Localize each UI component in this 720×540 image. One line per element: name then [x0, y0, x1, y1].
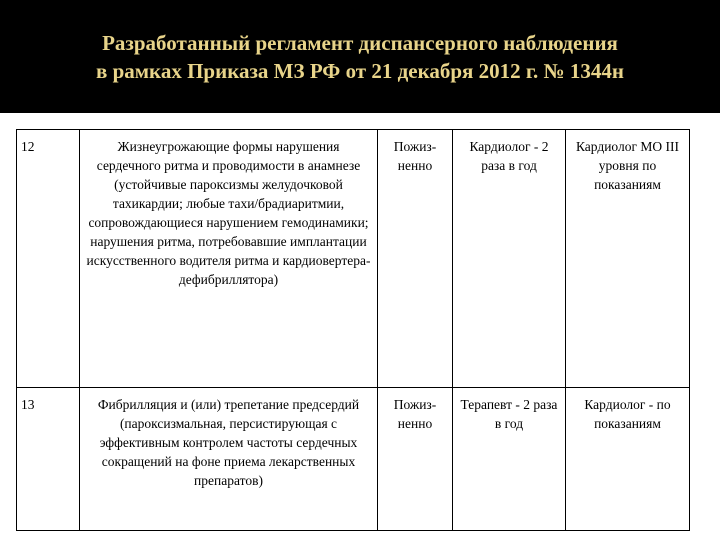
table-row: [17, 388, 690, 531]
condition-cell: Фибрилляция и (или) трепетание предсердий (пароксизмальная, персистирующая с эффективным контролем частоты сердечных сокращений на фоне приема лекарственных препаратов): [80, 388, 378, 531]
slide-title-line-1: Разработанный регламент диспансерного наблюдения: [102, 30, 618, 55]
row-number: 12: [17, 130, 80, 388]
slide-title-line-2: в рамках Приказа МЗ РФ от 21 декабря 2012 г. № 1344н: [95, 58, 625, 83]
duration-cell: Пожиз-ненно: [378, 130, 453, 388]
consultation-cell: Кардиолог МО III уровня по показаниям: [566, 130, 690, 388]
slide-header: [0, 0, 720, 113]
observer-cell: Терапевт - 2 раза в год: [453, 388, 566, 531]
consultation-cell: Кардиолог - по показаниям: [566, 388, 690, 531]
observer-cell: Кардиолог - 2 раза в год: [453, 130, 566, 388]
condition-cell: Жизнеугрожающие формы нарушения сердечного ритма и проводимости в анамнезе (устойчивые пароксизмы желудочковой тахикардии; любые тахи/брадиаритмии, сопровождающиеся нарушением гемодинамики; нарушения ритма, потребовавшие имплантации искусственного водителя ритма и кардиовертера-дефибриллятора): [80, 130, 378, 388]
regulation-table: [16, 129, 690, 531]
table-row: [17, 130, 690, 388]
row-number: 13: [17, 388, 80, 531]
duration-cell: Пожиз-ненно: [378, 388, 453, 531]
